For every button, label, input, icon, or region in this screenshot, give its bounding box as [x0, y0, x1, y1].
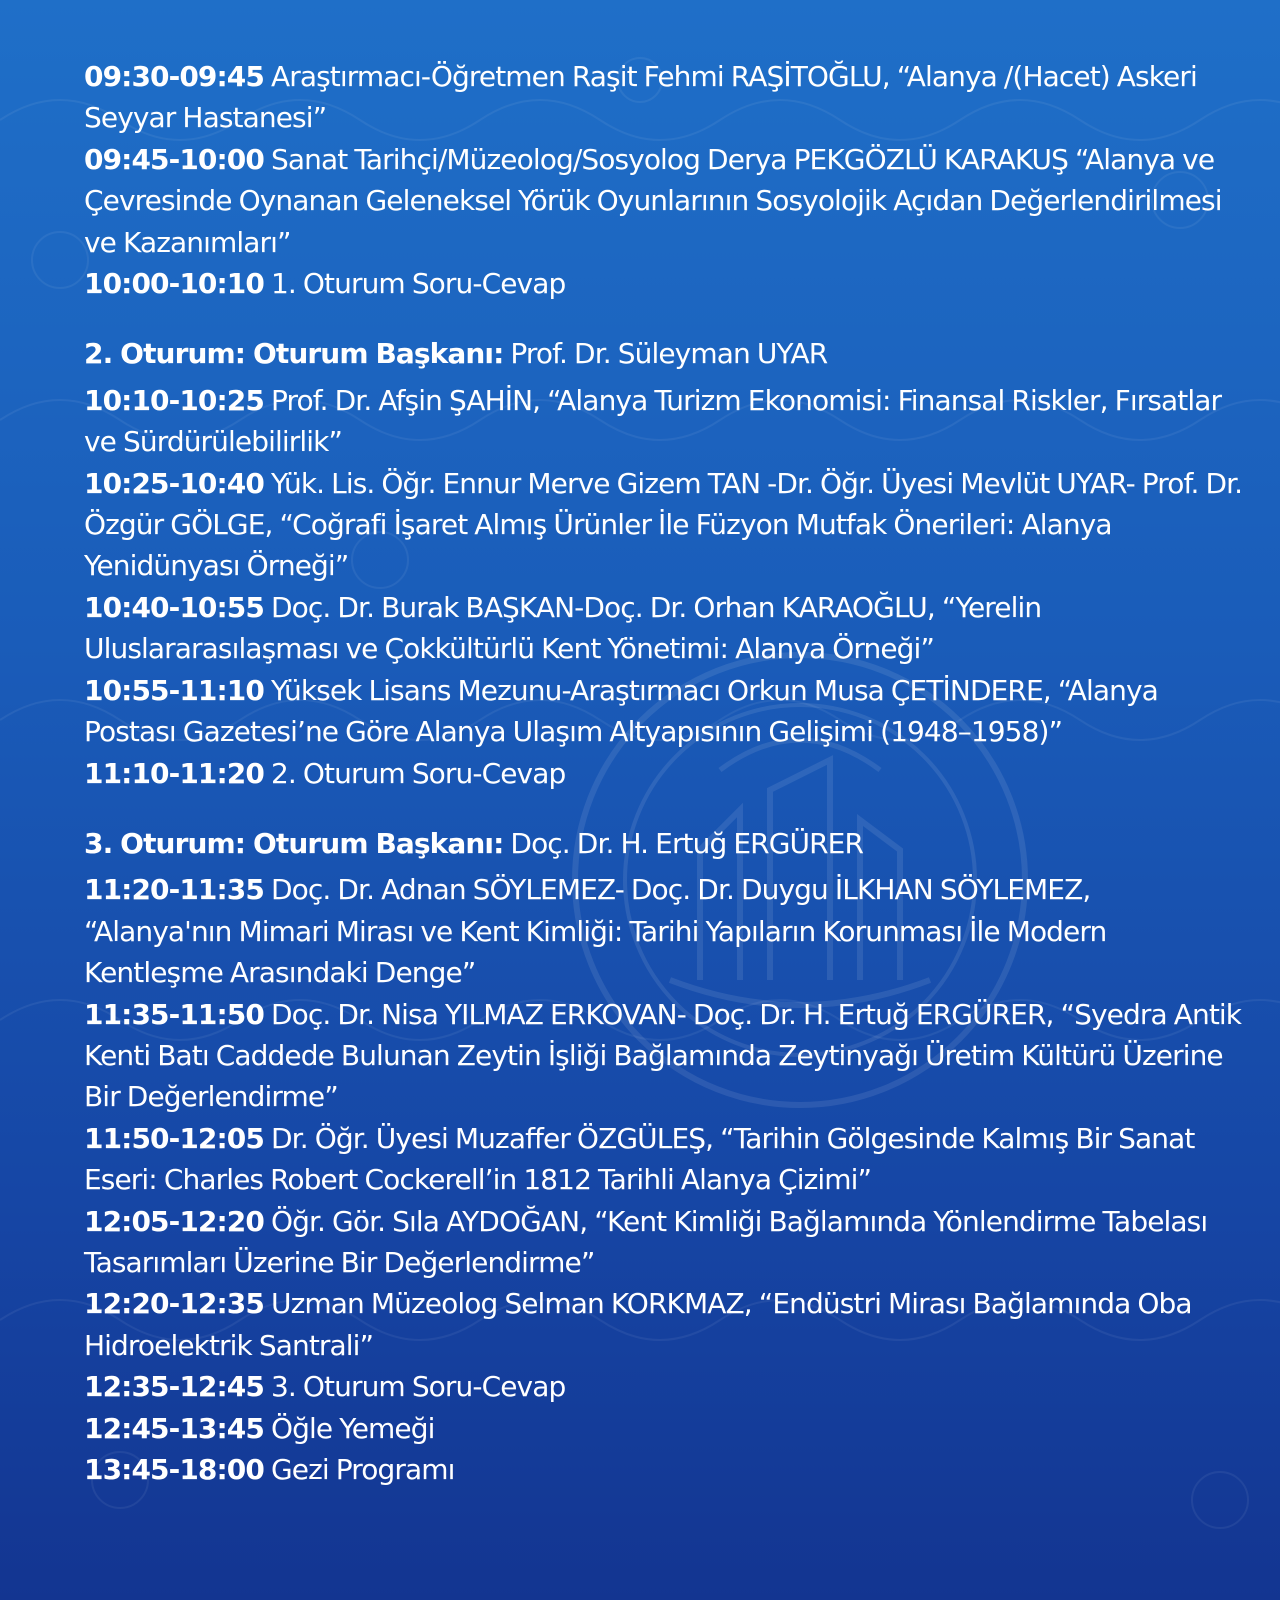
entry-text: Sanat Tarihçi/Müzeolog/Sosyolog Derya PEKGÖZLÜ KARAKUŞ “Alanya ve Çevresinde Oynanan Geleneksel Yörük Oyunlarının Sosyolojik Açıdan Değerlendirilmesi ve Kazanımları”: [84, 142, 1222, 259]
schedule-entry: [84, 380, 1244, 463]
entry-text: Öğr. Gör. Sıla AYDOĞAN, “Kent Kimliği Bağlamında Yönlendirme Tabelası Tasarımları Üzerine Bir Değerlendirme”: [84, 1204, 1208, 1279]
entry-text: 2. Oturum Soru-Cevap: [271, 756, 566, 790]
schedule-entry: [84, 753, 1244, 794]
schedule-entry: [84, 1408, 1244, 1449]
schedule-entry: [84, 139, 1244, 263]
entry-time: 12:05-12:20: [84, 1204, 264, 1238]
entry-text: Yüksek Lisans Mezunu-Araştırmacı Orkun Musa ÇETİNDERE, “Alanya Postası Gazetesi’ne Göre Alanya Ulaşım Altyapısının Gelişimi (1948–1958)”: [84, 673, 1158, 749]
entry-time: 09:45-10:00: [84, 142, 264, 176]
entry-time: 10:10-10:25: [84, 383, 264, 417]
schedule-entry: [84, 1283, 1244, 1366]
entry-text: Uzman Müzeolog Selman KORKMAZ, “Endüstri Mirası Bağlamında Oba Hidroelektrik Santrali”: [84, 1287, 1192, 1362]
session-3-entries: [84, 869, 1244, 1490]
entry-time: 10:55-11:10: [84, 673, 264, 707]
entry-text: Yük. Lis. Öğr. Ennur Merve Gizem TAN -Dr. Öğr. Üyesi Mevlüt UYAR- Prof. Dr. Özgür GÖLGE, “Coğrafi İşaret Almış Ürünler İle Füzyon Mutfak Önerileri: Alanya Yenidünyası Örneği”: [84, 466, 1243, 583]
schedule-entry: [84, 1201, 1244, 1284]
entry-text: Prof. Dr. Afşin ŞAHİN, “Alanya Turizm Ekonomisi: Finansal Riskler, Fırsatlar ve Sürdürülebilirlik”: [84, 383, 1222, 459]
entry-text: Doç. Dr. Adnan SÖYLEMEZ- Doç. Dr. Duygu İLKHAN SÖYLEMEZ, “Alanya'nın Mimari Mirası ve Kent Kimliği: Tarihi Yapıların Korunması İle Modern Kentleşme Arasındaki Denge”: [84, 873, 1107, 990]
schedule-entry: [84, 263, 1244, 304]
session-chair: Prof. Dr. Süleyman UYAR: [510, 337, 828, 371]
schedule-entry: [84, 1366, 1244, 1407]
schedule-entry: [84, 56, 1244, 139]
session-label: 2. Oturum: Oturum Başkanı:: [84, 337, 504, 371]
session-label: 3. Oturum: Oturum Başkanı:: [84, 826, 504, 860]
program-schedule: [84, 56, 1244, 1490]
entry-time: 10:25-10:40: [84, 466, 264, 500]
schedule-entry: [84, 463, 1244, 587]
entry-time: 13:45-18:00: [84, 1453, 264, 1486]
schedule-entry: [84, 994, 1244, 1118]
session-2-heading: [84, 333, 1244, 374]
session-3-heading: [84, 823, 1244, 864]
entry-text: 1. Oturum Soru-Cevap: [271, 267, 566, 301]
entry-time: 12:45-13:45: [84, 1411, 264, 1445]
entry-text: Araştırmacı-Öğretmen Raşit Fehmi RAŞİTOĞLU, “Alanya /(Hacet) Askeri Seyyar Hastanesi”: [84, 60, 1197, 135]
session-1-entries: [84, 56, 1244, 304]
entry-time: 12:20-12:35: [84, 1287, 264, 1321]
entry-time: 11:35-11:50: [84, 997, 264, 1031]
schedule-entry: [84, 587, 1244, 670]
entry-time: 11:50-12:05: [84, 1121, 264, 1155]
entry-time: 10:00-10:10: [84, 267, 264, 301]
entry-text: Doç. Dr. Burak BAŞKAN-Doç. Dr. Orhan KARAOĞLU, “Yerelin Uluslararasılaşması ve Çokkültürlü Kent Yönetimi: Alanya Örneği”: [84, 590, 1042, 666]
entry-time: 11:20-11:35: [84, 873, 264, 907]
entry-text: Doç. Dr. Nisa YILMAZ ERKOVAN- Doç. Dr. H. Ertuğ ERGÜRER, “Syedra Antik Kenti Batı Caddede Bulunan Zeytin İşliği Bağlamında Zeytinyağı Üretim Kültürü Üzerine Bir Değerlendirme”: [84, 997, 1242, 1114]
entry-text: Öğle Yemeği: [271, 1411, 435, 1445]
entry-text: Dr. Öğr. Üyesi Muzaffer ÖZGÜLEŞ, “Tarihin Gölgesinde Kalmış Bir Sanat Eseri: Charles Robert Cockerell’in 1812 Tarihli Alanya Çizimi”: [84, 1121, 1195, 1197]
entry-time: 11:10-11:20: [84, 756, 264, 790]
schedule-entry: [84, 1449, 1244, 1490]
entry-time: 12:35-12:45: [84, 1370, 264, 1404]
session-2-entries: [84, 380, 1244, 794]
entry-text: 3. Oturum Soru-Cevap: [271, 1370, 566, 1404]
session-chair: Doç. Dr. H. Ertuğ ERGÜRER: [510, 826, 864, 860]
schedule-entry: [84, 1118, 1244, 1201]
entry-time: 09:30-09:45: [84, 60, 264, 93]
schedule-entry: [84, 869, 1244, 993]
entry-text: Gezi Programı: [271, 1453, 455, 1486]
entry-time: 10:40-10:55: [84, 590, 264, 624]
schedule-entry: [84, 670, 1244, 753]
